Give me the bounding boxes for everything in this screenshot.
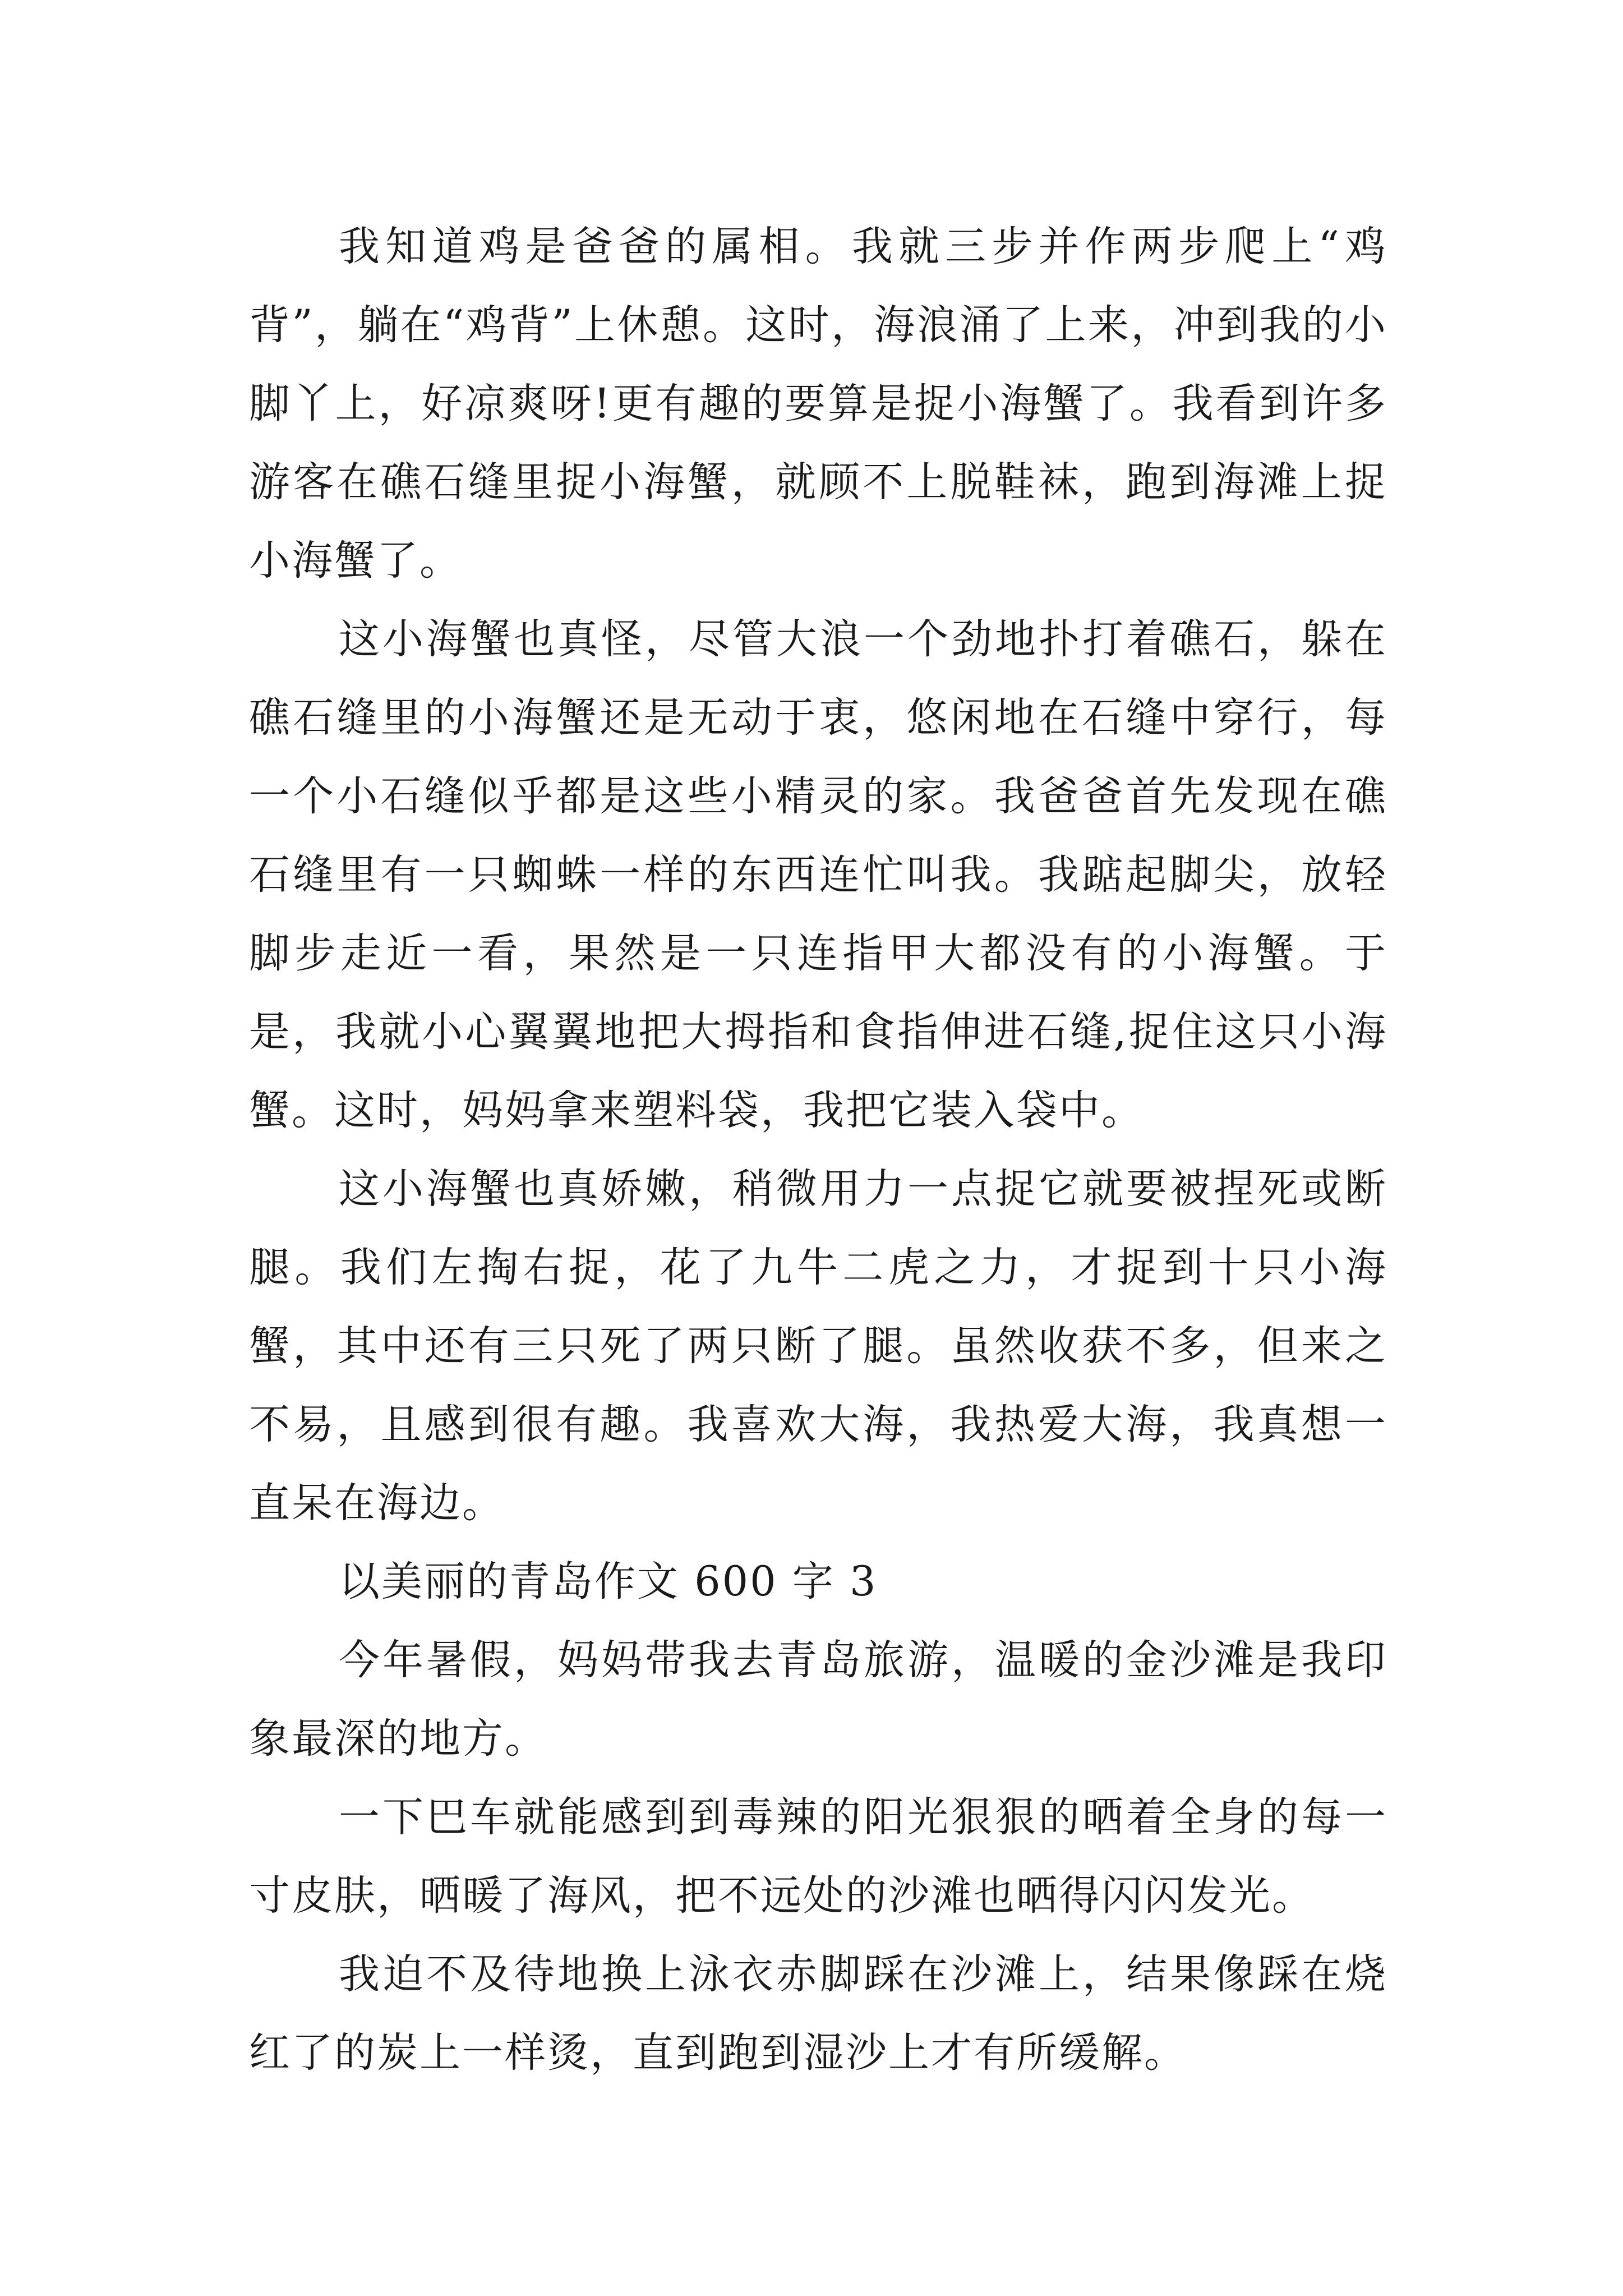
paragraph-3: 这小海蟹也真娇嫩，稍微用力一点捉它就要被捏死或断腿。我们左掏右捉，花了九牛二虎之力，才捉到十只小海蟹，其中还有三只死了两只断了腿。虽然收获不多，但来之不易，且感到很有趣。我喜欢大海，我热爱大海，我真想一直呆在海边。 [249, 1165, 1387, 1527]
document-body [249, 208, 1387, 2092]
paragraph-5: 一下巴车就能感到到毒辣的阳光狠狠的晒着全身的每一寸皮肤，晒暖了海风，把不远处的沙滩也晒得闪闪发光。 [249, 1793, 1387, 1920]
paragraph-6: 我迫不及待地换上泳衣赤脚踩在沙滩上，结果像踩在烧红了的炭上一样烫，直到跑到湿沙上才有所缓解。 [249, 1950, 1387, 2077]
paragraph-4: 今年暑假，妈妈带我去青岛旅游，温暖的金沙滩是我印象最深的地方。 [249, 1636, 1387, 1763]
paragraph-1: 我知道鸡是爸爸的属相。我就三步并作两步爬上“鸡背”，躺在“鸡背”上休憩。这时，海浪涌了上来，冲到我的小脚丫上，好凉爽呀!更有趣的要算是捉小海蟹了。我看到许多游客在礁石缝里捉小海蟹，就顾不上脱鞋袜，跑到海滩上捉小海蟹了。 [249, 223, 1387, 585]
paragraph-2: 这小海蟹也真怪，尽管大浪一个劲地扑打着礁石，躲在礁石缝里的小海蟹还是无动于衷，悠闲地在石缝中穿行，每一个小石缝似乎都是这些小精灵的家。我爸爸首先发现在礁石缝里有一只蜘蛛一样的东西连忙叫我。我踮起脚尖，放轻脚步走近一看，果然是一只连指甲大都没有的小海蟹。于是，我就小心翼翼地把大拇指和食指伸进石缝,捉住这只小海蟹。这时，妈妈拿来塑料袋，我把它装入袋中。 [249, 615, 1387, 1134]
section-heading: 以美丽的青岛作文 600 字 3 [339, 1558, 878, 1605]
